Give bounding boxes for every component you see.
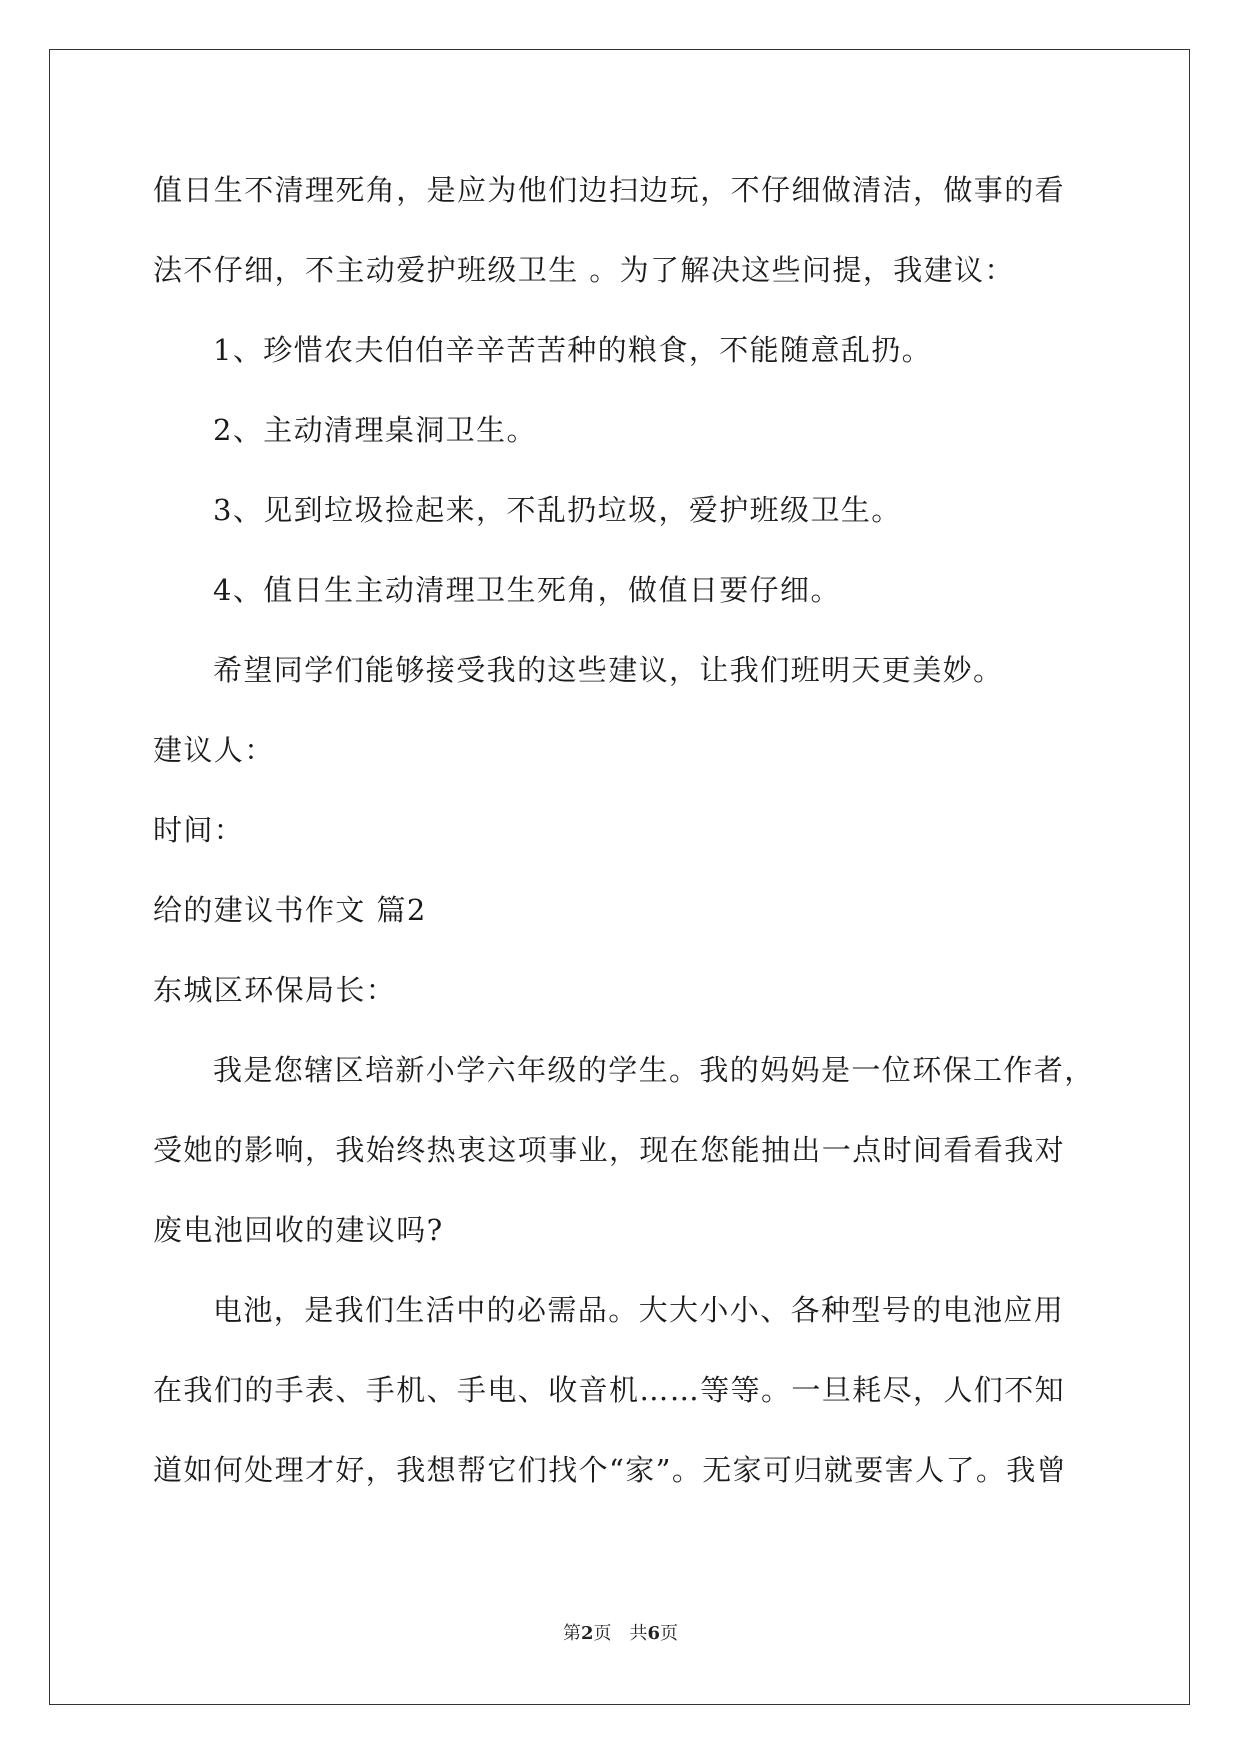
footer-mid: 页 共	[593, 1623, 648, 1644]
section-heading: 给的建议书作文 篇2	[153, 893, 427, 927]
signature-label: 建议人：	[153, 733, 275, 767]
list-item-4: 4、值日生主动清理卫生死角，做值日要仔细。	[213, 573, 841, 607]
body-text-line: 受她的影响，我始终热衷这项事业，现在您能抽出一点时间看看我对	[153, 1133, 1066, 1167]
body-text-line: 值日生不清理死角，是应为他们边扫边玩，不仔细做清洁，做事的看	[153, 173, 1066, 207]
body-text-line: 法不仔细，不主动爱护班级卫生 。为了解决这些问提，我建议：	[153, 253, 1015, 287]
page-footer	[0, 1623, 1241, 1645]
current-page-number: 2	[580, 1623, 594, 1644]
body-text-line: 我是您辖区培新小学六年级的学生。我的妈妈是一位环保工作者，	[213, 1053, 1095, 1087]
footer-prefix: 第	[562, 1623, 581, 1644]
total-page-number: 6	[647, 1623, 661, 1644]
date-label: 时间：	[153, 813, 245, 847]
closing-paragraph: 希望同学们能够接受我的这些建议，让我们班明天更美妙。	[213, 653, 1004, 687]
footer-suffix: 页	[660, 1623, 679, 1644]
body-text-line: 道如何处理才好，我想帮它们找个“家”。无家可归就要害人了。我曾	[153, 1453, 1068, 1487]
list-item-1: 1、珍惜农夫伯伯辛辛苦苦种的粮食，不能随意乱扔。	[213, 333, 933, 367]
list-item-2: 2、主动清理桌洞卫生。	[213, 413, 537, 447]
body-text-line: 在我们的手表、手机、手电、收音机……等等。一旦耗尽，人们不知	[153, 1373, 1066, 1407]
body-text-line: 电池，是我们生活中的必需品。大大小小、各种型号的电池应用	[213, 1293, 1065, 1327]
list-item-3: 3、见到垃圾捡起来，不乱扔垃圾，爱护班级卫生。	[213, 493, 902, 527]
salutation: 东城区环保局长：	[153, 973, 397, 1007]
body-text-line: 废电池回收的建议吗?	[153, 1213, 444, 1247]
